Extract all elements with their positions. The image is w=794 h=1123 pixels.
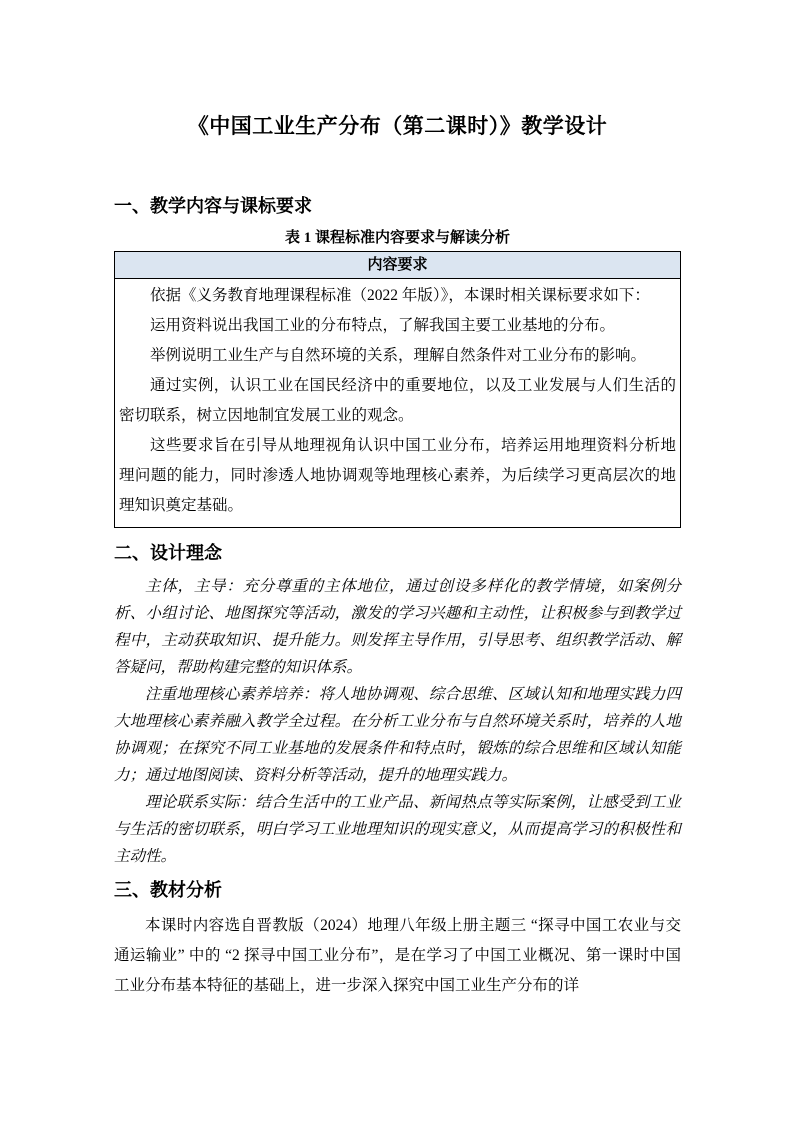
textbook-analysis-body — [114, 911, 681, 1001]
document-title: 《中国工业生产分布（第二课时）》教学设计 — [187, 114, 608, 138]
table-paragraph: 通过实例，认识工业在国民经济中的重要地位，以及工业发展与人们生活的密切联系，树立因地制宜发展工业的观念。 — [119, 377, 676, 424]
section-heading-teaching-content: 一、教学内容与课标要求 — [114, 196, 312, 216]
section-heading-design-philosophy: 二、设计理念 — [114, 543, 222, 563]
curriculum-standard-table — [114, 251, 681, 528]
table-header-content-requirement: 内容要求 — [115, 252, 681, 279]
design-paragraph: 主体，主导：充分尊重的主体地位，通过创设多样化的教学情境，如案例分析、小组讨论、地图探究等活动，激发的学习兴趣和主动性，让积极参与到教学过程中，主动获取知识、提升能力。则发挥主导作用，引导思考、组织教学活动、解答疑问，帮助构建完整的知识体系。 — [114, 578, 681, 676]
table-body-row — [115, 279, 681, 528]
table-paragraph: 依据《义务教育地理课程标准（2022 年版）》，本课时相关课标要求如下： — [150, 287, 650, 304]
design-paragraph: 注重地理核心素养培养：将人地协调观、综合思维、区域认知和地理实践力四大地理核心素养融入教学全过程。在分析工业分布与自然环境关系时，培养的人地协调观；在探究不同工业基地的发展条件和特点时，锻炼的综合思维和区域认知能力；通过地图阅读、资料分析等活动，提升的地理实践力。 — [114, 686, 681, 784]
section-heading-textbook-analysis: 三、教材分析 — [114, 880, 222, 900]
table-caption: 表 1 课程标准内容要求与解读分析 — [284, 230, 510, 246]
table-paragraph: 这些要求旨在引导从地理视角认识中国工业分布，培养运用地理资料分析地理问题的能力，同时渗透人地协调观等地理核心素养，为后续学习更高层次的地理知识奠定基础。 — [119, 437, 676, 514]
design-paragraph: 理论联系实际：结合生活中的工业产品、新闻热点等实际案例，让感受到工业与生活的密切联系，明白学习工业地理知识的现实意义，从而提高学习的积极性和主动性。 — [114, 794, 681, 865]
table-header-row — [115, 252, 681, 279]
table-body-cell — [115, 279, 681, 528]
table-paragraph: 举例说明工业生产与自然环境的关系，理解自然条件对工业分布的影响。 — [150, 347, 647, 364]
table-paragraph: 运用资料说出我国工业的分布特点，了解我国主要工业基地的分布。 — [150, 317, 616, 334]
textbook-paragraph: 本课时内容选自晋教版（2024）地理八年级上册主题三 “探寻中国工农业与交通运输业” 中的 “2 探寻中国工业分布”，是在学习了中国工业概况、第一课时中国工业分布基本特征的基础上，进一步深入探究中国工业生产分布的详 — [114, 917, 681, 994]
design-philosophy-body — [114, 573, 681, 870]
